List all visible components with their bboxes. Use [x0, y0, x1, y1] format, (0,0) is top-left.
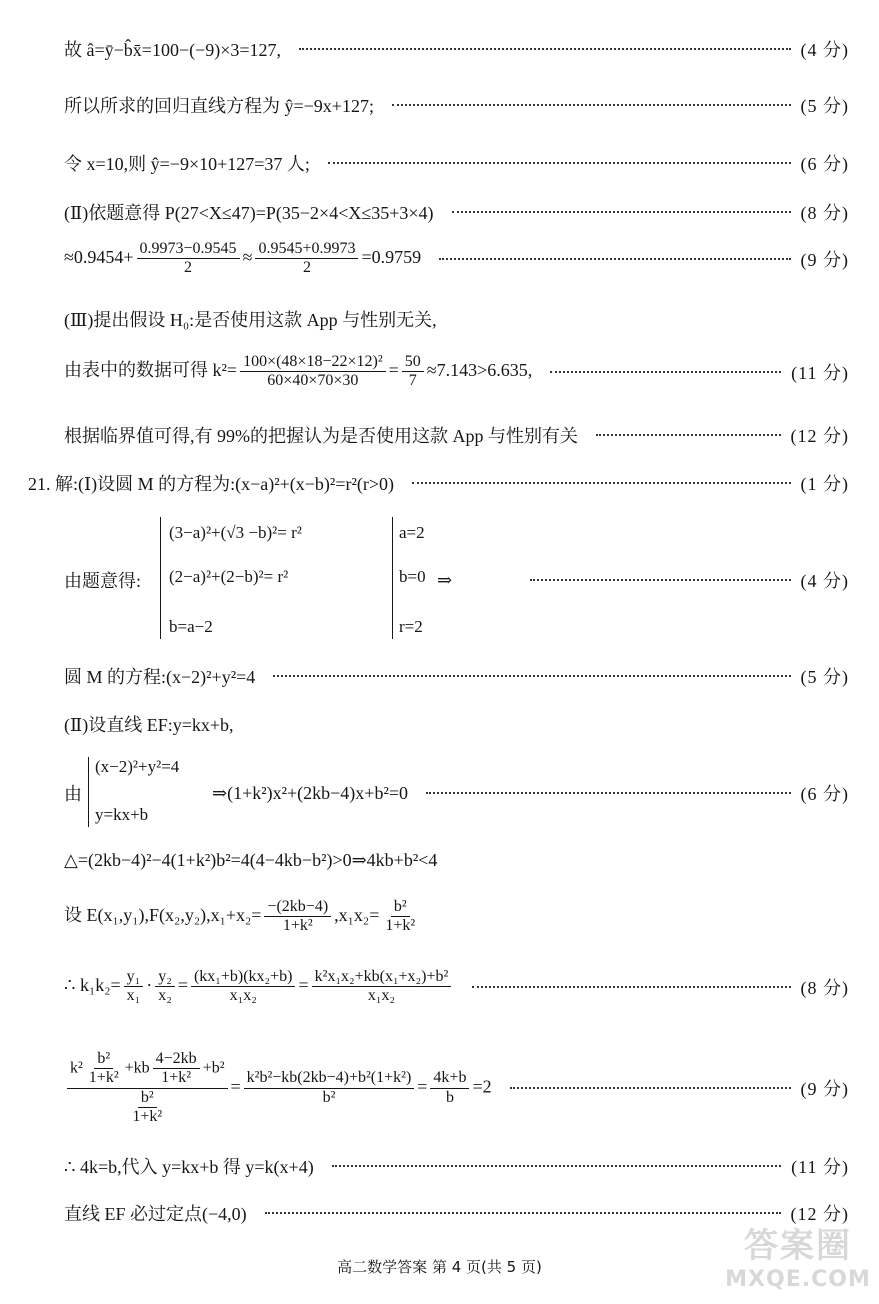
fraction-numerator: b²	[391, 898, 410, 917]
line-text: △=(2kb−4)²−4(1+k²)b²=4(4−4kb−b²)>0⇒4kb+b²<4	[64, 850, 438, 870]
score-label: (9 分)	[800, 249, 849, 270]
fraction	[124, 968, 144, 1006]
fraction	[153, 1050, 200, 1088]
line-text: ⇒(1+k²)x²+(2kb−4)x+b²=0	[212, 782, 409, 803]
line-text: ∴ k₁k₂=	[64, 975, 121, 996]
equation-system-left	[160, 517, 302, 639]
line-text: 根据临界值可得,有 99%的把握认为是否使用这款 App 与性别有关	[64, 426, 578, 446]
score-label: (9 分)	[800, 1079, 849, 1100]
compound-fraction	[67, 1050, 228, 1127]
score-label: (4 分)	[800, 571, 849, 591]
score-label: (8 分)	[800, 977, 849, 998]
line-text: =0.9759	[361, 247, 422, 268]
equation-row: b=0	[399, 567, 426, 586]
fraction-numerator: 50	[402, 353, 424, 372]
fraction-numerator: k²b²−kb(2kb−4)+b²(1+k²)	[244, 1069, 415, 1088]
answer-line-1	[64, 36, 849, 62]
watermark-logo	[723, 1218, 873, 1298]
fraction-denominator: 2	[184, 259, 193, 277]
fraction-numerator: b²	[94, 1050, 113, 1069]
fraction	[402, 353, 424, 391]
dot-leader	[265, 1212, 781, 1214]
compound-denominator	[123, 1089, 171, 1127]
equation-row: y=kx+b	[95, 805, 149, 824]
line-text: ,x₁x₂=	[334, 905, 380, 926]
line-text: ≈	[242, 247, 253, 268]
score-label: (11 分)	[791, 1157, 849, 1177]
answer-line-discriminant	[64, 850, 849, 871]
line-text: (Ⅱ)依题意得 P(27<X≤47)=P(35−2×4<X≤35+3×4)	[64, 203, 434, 223]
score-label: (4 分)	[800, 40, 849, 60]
fraction	[244, 1069, 415, 1107]
line-text: ∴ 4k=b,代入 y=kx+b 得 y=k(x+4)	[64, 1157, 314, 1177]
fraction-denominator: x₁	[126, 987, 141, 1005]
fraction-denominator: 1+k²	[282, 917, 313, 935]
fraction	[430, 1069, 469, 1107]
fraction-denominator: 1+k²	[161, 1069, 192, 1087]
equation-system-line	[88, 757, 180, 827]
fraction-denominator: x₁x₂	[367, 987, 396, 1005]
fraction-denominator: x₁x₂	[229, 987, 257, 1005]
fraction-denominator: b²	[322, 1088, 336, 1106]
fraction-numerator: y₂	[155, 968, 175, 987]
dot-leader	[596, 434, 781, 436]
operator: =	[298, 975, 309, 996]
line-text: 令 x=10,则 ŷ=−9×10+127=37 人;	[64, 154, 310, 174]
line-text: ≈7.143>6.635,	[426, 360, 533, 381]
fraction-denominator: 60×40×70×30	[267, 372, 359, 390]
fraction	[137, 240, 240, 278]
answer-line-conclusion	[64, 1153, 849, 1179]
fraction	[382, 898, 418, 936]
dot-leader	[412, 482, 791, 484]
score-label: (12 分)	[790, 1204, 849, 1224]
dot-leader	[530, 579, 790, 581]
line-text: 设 E(x₁,y₁),F(x₂,y₂),x₁+x₂=	[64, 905, 262, 926]
fraction-numerator: y₁	[124, 968, 144, 987]
dot-leader	[472, 986, 790, 988]
line-text: 21. 解:(Ⅰ)设圆 M 的方程为:(x−a)²+(x−b)²=r²(r>0)	[28, 474, 394, 494]
operator: =	[177, 975, 188, 996]
fraction-denominator: 1+k²	[385, 917, 416, 935]
fraction	[255, 240, 358, 278]
fraction	[191, 968, 296, 1006]
line-text: 圆 M 的方程:(x−2)²+y²=4	[64, 667, 256, 687]
answer-line-5	[64, 240, 849, 278]
line-text: (Ⅱ)设直线 EF:y=kx+b,	[64, 715, 234, 735]
fraction-numerator: k²x₁x₂+kb(x₁+x₂)+b²	[312, 968, 452, 987]
equation-row: (3−a)²+(√3 −b)²= r²	[169, 523, 302, 542]
score-label: (6 分)	[800, 154, 849, 174]
line-text: 所以所求的回归直线方程为 ŷ=−9x+127;	[64, 96, 374, 116]
page-footer: 高二数学答案 第 4 页(共 5 页)	[337, 1258, 542, 1276]
score-label: (6 分)	[800, 784, 849, 804]
dot-leader	[439, 258, 790, 260]
fraction	[129, 1089, 165, 1127]
fraction-denominator: 2	[302, 259, 311, 277]
fraction-numerator: 0.9973−0.9545	[137, 240, 240, 259]
dot-leader	[550, 371, 781, 373]
line-text: 由题意得:	[64, 571, 142, 591]
score-label: (5 分)	[800, 96, 849, 116]
watermark-text: 答案圈	[744, 1226, 852, 1266]
fraction-numerator: b²	[138, 1089, 157, 1108]
fraction-numerator: 100×(48×18−22×12)²	[240, 353, 386, 372]
answer-line-compound-fraction: k² $\frac{\text{b²}}{\text{1+k²}}$ +kb $\frac{4-2kb}{\text{1+k²}}$ +b² $\frac{\text{b²}}{\text{1+k²}}$ = $\frac{\text{k²b²−kb(2kb−4)+b²(1+k²)}}{\text{b²}}$ = $\frac{4k+b}{b}$ =2 (9 分)	[64, 1050, 849, 1127]
dot-leader	[392, 104, 791, 106]
score-label: (11 分)	[791, 362, 849, 383]
answer-line-slope-product	[64, 968, 849, 1006]
fraction-numerator: 4−2kb	[153, 1050, 200, 1069]
fraction-denominator: x₂	[158, 987, 172, 1005]
implies-arrow: ⇒	[437, 569, 453, 590]
operator: ·	[146, 975, 153, 996]
answer-line-circle	[64, 663, 849, 689]
fraction	[155, 968, 175, 1006]
question-21-heading	[28, 470, 849, 496]
line-text: 直线 EF 必过定点(−4,0)	[64, 1204, 247, 1224]
dot-leader	[452, 211, 791, 213]
dot-leader	[328, 162, 791, 164]
equation-row: b=a−2	[169, 617, 213, 636]
line-text: 由表中的数据可得 k²=	[64, 360, 238, 381]
dot-leader	[273, 675, 790, 677]
fraction	[312, 968, 452, 1006]
score-label: (12 分)	[790, 426, 849, 446]
equation-row: (2−a)²+(2−b)²= r²	[169, 567, 289, 586]
line-text: 故 â=ȳ−b̂x̄=100−(−9)×3=127,	[64, 40, 282, 60]
dot-leader	[426, 792, 790, 794]
score-label: (1 分)	[800, 474, 849, 494]
fraction-numerator: 0.9545+0.9973	[255, 240, 358, 259]
answer-line-6	[64, 306, 849, 332]
answer-line-substitute	[64, 780, 849, 806]
line-text: 由	[64, 784, 82, 804]
fraction	[240, 353, 386, 391]
dot-leader	[332, 1165, 781, 1167]
answer-line-2	[64, 92, 849, 118]
line-text: =	[388, 360, 399, 381]
answer-line-vieta	[64, 898, 849, 936]
line-text: =2	[472, 1076, 492, 1097]
answer-line-7	[64, 353, 849, 391]
fraction	[264, 898, 331, 936]
watermark-url: MXQE.COM	[725, 1267, 871, 1292]
line-text: ≈0.9454+	[64, 247, 134, 268]
score-label: (8 分)	[800, 203, 849, 223]
fraction-denominator: 1+k²	[132, 1108, 163, 1126]
dot-leader	[510, 1087, 791, 1089]
equation-row: a=2	[399, 523, 425, 542]
dot-leader	[299, 48, 790, 50]
score-label: (5 分)	[800, 667, 849, 687]
fraction-denominator: 7	[408, 372, 417, 390]
fraction-denominator: b	[445, 1088, 454, 1106]
answer-line-3	[64, 150, 849, 176]
fraction-numerator: (kx₁+b)(kx₂+b)	[191, 968, 296, 987]
line-text: (Ⅲ)提出假设 H₀:是否使用这款 App 与性别无关,	[64, 310, 437, 330]
fraction-numerator: −(2kb−4)	[264, 898, 331, 917]
compound-numerator: k² $\frac{\text{b²}}{\text{1+k²}}$ +kb $\frac{4-2kb}{\text{1+k²}}$ +b²	[67, 1050, 228, 1089]
fraction-denominator: 1+k²	[88, 1069, 119, 1087]
answer-line-8	[64, 422, 849, 448]
answer-line-4	[64, 199, 849, 225]
equation-row: (x−2)²+y²=4	[95, 757, 180, 776]
fraction	[86, 1050, 122, 1088]
answer-line-part2	[64, 711, 849, 737]
equation-row: r=2	[399, 617, 423, 636]
equation-system-right	[392, 517, 426, 639]
fraction-numerator: 4k+b	[430, 1069, 469, 1088]
